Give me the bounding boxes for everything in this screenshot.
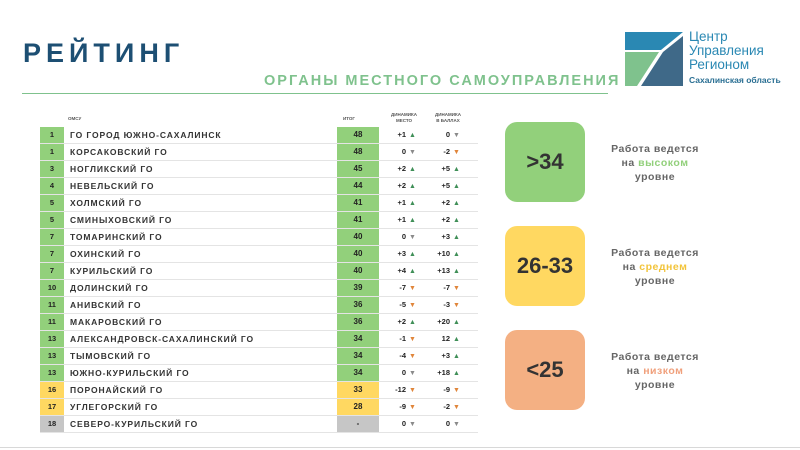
arrow-down-icon: ▼ [409,370,416,377]
column-header-total: ИТОГ [343,116,355,121]
table-row [40,246,478,263]
table-row [40,331,478,348]
total-score-cell: 48 [337,127,379,143]
arrow-up-icon: ▲ [453,251,460,258]
rank-cell: 5 [40,212,64,228]
rank-cell: 16 [40,382,64,398]
municipality-name: ТЫМОВСКИЙ ГО [70,351,152,361]
table-row [40,161,478,178]
total-score-cell: 39 [337,280,379,296]
dynamics-place-cell [390,127,424,143]
rank-cell: 3 [40,161,64,177]
category-low-line1: Работа ведется [611,351,699,363]
dynamics-place-value: 0 [401,368,406,377]
municipality-name: ОХИНСКИЙ ГО [70,249,142,259]
dynamics-points-cell [434,365,470,381]
total-score-cell: 40 [337,263,379,279]
total-score-cell: 28 [337,399,379,415]
arrow-down-icon: ▼ [409,234,416,241]
table-row [40,144,478,161]
arrow-down-icon: ▼ [409,387,416,394]
arrow-up-icon: ▲ [453,336,460,343]
dynamics-place-value: +1 [397,130,406,139]
dynamics-points-cell [434,399,470,415]
arrow-up-icon: ▲ [453,200,460,207]
table-row [40,212,478,229]
arrow-down-icon: ▼ [453,421,460,428]
dynamics-points-value: +20 [437,317,450,326]
municipality-name: СМИНЫХОВСКИЙ ГО [70,215,173,225]
municipality-name: МАКАРОВСКИЙ ГО [70,317,163,327]
dynamics-place-cell [390,178,424,194]
dynamics-place-cell [390,399,424,415]
category-mid-line3: уровне [634,275,676,287]
arrow-up-icon: ▲ [409,200,416,207]
total-score-cell: 33 [337,382,379,398]
dynamics-place-value: +4 [397,266,406,275]
table-row [40,297,478,314]
arrow-up-icon: ▲ [453,217,460,224]
dynamics-place-value: +3 [397,249,406,258]
dynamics-place-cell [390,161,424,177]
arrow-up-icon: ▲ [453,370,460,377]
municipality-name: УГЛЕГОРСКИЙ ГО [70,402,159,412]
dynamics-place-cell [390,246,424,262]
subtitle-underline [22,93,608,94]
dynamics-place-value: 0 [401,232,406,241]
rank-cell: 1 [40,144,64,160]
dynamics-place-value: 0 [401,419,406,428]
table-row [40,382,478,399]
arrow-down-icon: ▼ [409,302,416,309]
rank-cell: 13 [40,365,64,381]
dynamics-points-value: -2 [443,402,450,411]
dynamics-points-cell [434,144,470,160]
table-row [40,348,478,365]
arrow-up-icon: ▲ [409,166,416,173]
total-score-cell: - [337,416,379,432]
rank-cell: 11 [40,297,64,313]
total-score-cell: 41 [337,212,379,228]
dynamics-points-value: +2 [441,215,450,224]
municipality-name: ЮЖНО-КУРИЛЬСКИЙ ГО [70,368,190,378]
dynamics-points-value: -7 [443,283,450,292]
table-row [40,263,478,280]
total-score-cell: 34 [337,331,379,347]
dynamics-points-cell [434,212,470,228]
total-score-cell: 36 [337,314,379,330]
dynamics-points-cell [434,331,470,347]
arrow-up-icon: ▲ [409,183,416,190]
dynamics-points-value: 0 [445,419,450,428]
arrow-down-icon: ▼ [453,387,460,394]
rank-cell: 5 [40,195,64,211]
table-row [40,178,478,195]
category-mid-line1: Работа ведется [611,247,699,259]
category-mid-description [605,246,705,288]
dynamics-points-cell [434,382,470,398]
arrow-down-icon: ▼ [453,404,460,411]
dynamics-place-cell [390,195,424,211]
logo-line-2: Управления [689,43,764,58]
column-header-name: ОМСУ [68,116,82,121]
rank-cell: 18 [40,416,64,432]
dynamics-place-value: +1 [397,198,406,207]
arrow-up-icon: ▲ [409,251,416,258]
category-high-description [605,142,705,184]
logo-line-1: Центр [689,29,728,44]
table-row [40,416,478,433]
total-score-cell: 34 [337,365,379,381]
arrow-down-icon: ▼ [409,353,416,360]
municipality-name: ГО ГОРОД ЮЖНО-САХАЛИНСК [70,130,222,140]
table-body [40,127,478,433]
dynamics-place-value: 0 [401,147,406,156]
dynamics-place-cell [390,314,424,330]
municipality-name: ТОМАРИНСКИЙ ГО [70,232,163,242]
dynamics-place-value: +2 [397,181,406,190]
arrow-down-icon: ▼ [409,285,416,292]
arrow-down-icon: ▼ [453,285,460,292]
column-header-dynamics-place: ДИНАМИКА МЕСТО [391,112,417,123]
page-title: РЕЙТИНГ [23,38,185,68]
dynamics-points-value: 12 [441,334,450,343]
dynamics-place-cell [390,331,424,347]
arrow-down-icon: ▼ [453,132,460,139]
category-high-box: >34 [505,122,585,202]
rating-table [40,110,478,433]
dynamics-points-cell [434,280,470,296]
category-mid-line2: на среднем [622,261,688,273]
arrow-down-icon: ▼ [409,149,416,156]
total-score-cell: 40 [337,246,379,262]
dynamics-points-cell [434,348,470,364]
dynamics-points-value: +2 [441,198,450,207]
table-row [40,280,478,297]
footer-divider [0,447,800,448]
municipality-name: КУРИЛЬСКИЙ ГО [70,266,154,276]
rank-cell: 7 [40,246,64,262]
dynamics-points-cell [434,229,470,245]
arrow-up-icon: ▲ [409,132,416,139]
municipality-name: КОРСАКОВСКИЙ ГО [70,147,168,157]
category-low-level-word: низком [643,365,684,377]
arrow-down-icon: ▼ [409,421,416,428]
dynamics-place-cell [390,297,424,313]
rank-cell: 17 [40,399,64,415]
dynamics-place-cell [390,365,424,381]
category-high-line3: уровне [634,171,676,183]
dynamics-place-value: -4 [399,351,406,360]
category-high-line2: на высоком [621,157,689,169]
total-score-cell: 36 [337,297,379,313]
dynamics-place-cell [390,348,424,364]
dynamics-points-value: 0 [445,130,450,139]
dynamics-place-cell [390,212,424,228]
dynamics-place-cell [390,416,424,432]
arrow-down-icon: ▼ [409,336,416,343]
table-row [40,399,478,416]
dynamics-place-cell [390,229,424,245]
dynamics-points-cell [434,263,470,279]
dynamics-points-value: +18 [437,368,450,377]
municipality-name: АЛЕКСАНДРОВСК-САХАЛИНСКИЙ ГО [70,334,254,344]
arrow-up-icon: ▲ [409,268,416,275]
arrow-up-icon: ▲ [453,353,460,360]
dynamics-place-cell [390,382,424,398]
table-row [40,229,478,246]
dynamics-place-cell [390,144,424,160]
dynamics-points-cell [434,178,470,194]
category-high-line1: Работа ведется [611,143,699,155]
dynamics-place-value: +1 [397,215,406,224]
dynamics-points-cell [434,416,470,432]
dynamics-place-value: -9 [399,402,406,411]
category-low-description [605,350,705,392]
table-row [40,195,478,212]
dynamics-points-value: +3 [441,232,450,241]
dynamics-place-cell [390,263,424,279]
category-high-level-word: высоком [638,157,689,169]
dynamics-points-cell [434,127,470,143]
arrow-down-icon: ▼ [453,149,460,156]
dynamics-points-value: +5 [441,181,450,190]
dynamics-points-cell [434,297,470,313]
municipality-name: ПОРОНАЙСКИЙ ГО [70,385,164,395]
dynamics-place-value: -7 [399,283,406,292]
arrow-up-icon: ▲ [409,217,416,224]
dynamics-place-value: -12 [395,385,406,394]
dynamics-place-value: +2 [397,317,406,326]
total-score-cell: 34 [337,348,379,364]
category-low-line2: на низком [626,365,684,377]
dynamics-place-cell [390,280,424,296]
arrow-down-icon: ▼ [453,302,460,309]
dynamics-place-value: -5 [399,300,406,309]
table-row [40,314,478,331]
total-score-cell: 41 [337,195,379,211]
column-header-dynamics-points: ДИНАМИКА В БАЛЛАХ [435,112,461,123]
category-low-box: <25 [505,330,585,410]
rank-cell: 1 [40,127,64,143]
dynamics-points-value: -2 [443,147,450,156]
rank-cell: 7 [40,229,64,245]
arrow-up-icon: ▲ [453,166,460,173]
total-score-cell: 44 [337,178,379,194]
table-header [40,110,478,127]
municipality-name: ХОЛМСКИЙ ГО [70,198,143,208]
table-row [40,127,478,144]
dynamics-place-value: +2 [397,164,406,173]
municipality-name: СЕВЕРО-КУРИЛЬСКИЙ ГО [70,419,199,429]
rank-cell: 4 [40,178,64,194]
total-score-cell: 48 [337,144,379,160]
dynamics-points-value: +13 [437,266,450,275]
rank-cell: 10 [40,280,64,296]
total-score-cell: 45 [337,161,379,177]
category-low-line3: уровне [634,379,676,391]
arrow-up-icon: ▲ [409,319,416,326]
dynamics-points-cell [434,161,470,177]
logo-line-3: Регионом [689,57,750,72]
rank-cell: 13 [40,348,64,364]
total-score-cell: 40 [337,229,379,245]
arrow-up-icon: ▲ [453,183,460,190]
rank-cell: 13 [40,331,64,347]
page-subtitle: ОРГАНЫ МЕСТНОГО САМОУПРАВЛЕНИЯ [264,73,621,89]
logo-emblem-icon [623,30,685,88]
dynamics-points-value: +3 [441,351,450,360]
municipality-name: АНИВСКИЙ ГО [70,300,142,310]
dynamics-points-cell [434,246,470,262]
dynamics-points-cell [434,314,470,330]
arrow-up-icon: ▲ [453,319,460,326]
municipality-name: НОГЛИКСКИЙ ГО [70,164,154,174]
table-row [40,365,478,382]
arrow-up-icon: ▲ [453,268,460,275]
dynamics-points-value: +10 [437,249,450,258]
municipality-name: ДОЛИНСКИЙ ГО [70,283,149,293]
logo-text [689,30,781,85]
dynamics-points-cell [434,195,470,211]
arrow-down-icon: ▼ [409,404,416,411]
logo-region: Сахалинская область [689,75,781,85]
category-mid-box: 26-33 [505,226,585,306]
arrow-up-icon: ▲ [453,234,460,241]
dynamics-points-value: -9 [443,385,450,394]
dynamics-points-value: -3 [443,300,450,309]
dynamics-points-value: +5 [441,164,450,173]
rank-cell: 7 [40,263,64,279]
rank-cell: 11 [40,314,64,330]
dynamics-place-value: -1 [399,334,406,343]
category-mid-level-word: среднем [639,261,688,273]
municipality-name: НЕВЕЛЬСКИЙ ГО [70,181,155,191]
